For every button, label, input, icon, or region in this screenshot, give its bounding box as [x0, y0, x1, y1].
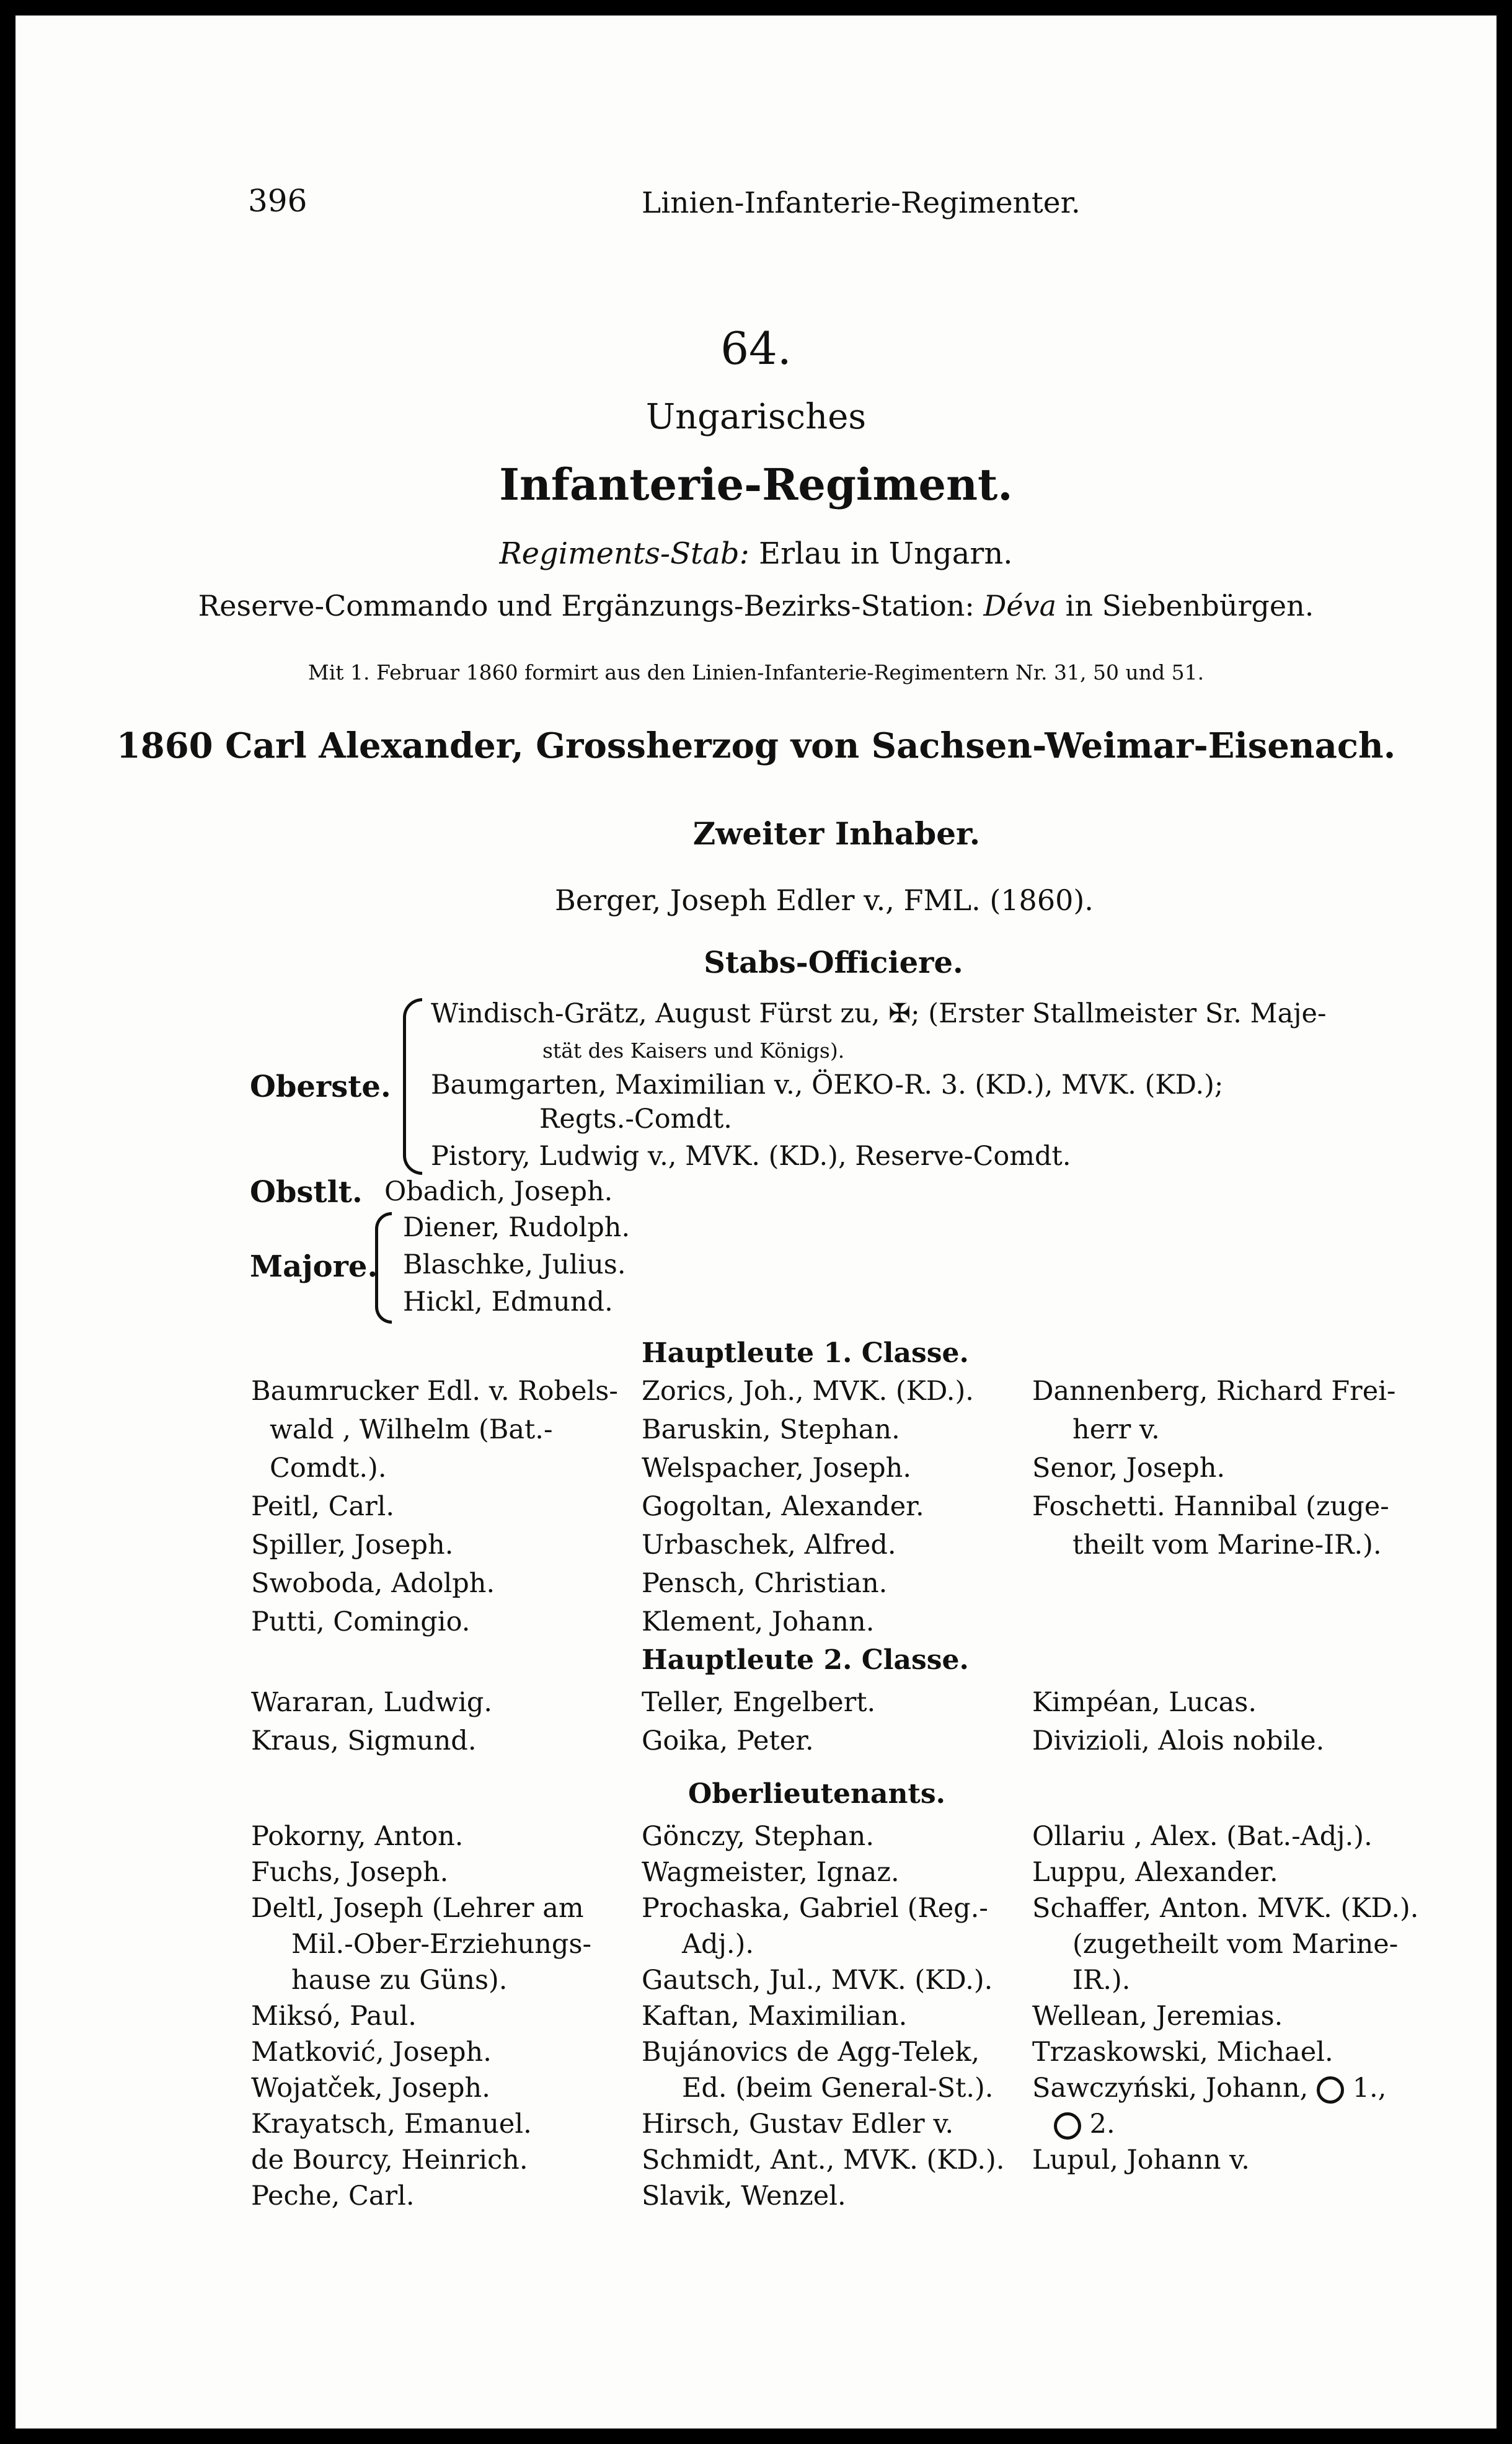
list-item: de Bourcy, Heinrich.	[251, 2145, 528, 2176]
list-item: Ollariu , Alex. (Bat.-Adj.).	[1032, 1821, 1373, 1852]
list-item: Miksó, Paul.	[251, 2001, 417, 2032]
obstlt-label: Obstlt.	[250, 1175, 363, 1210]
list-item: Kimpéan, Lucas.	[1032, 1687, 1257, 1718]
list-item: (zugetheilt vom Marine-	[1072, 1929, 1399, 1960]
majore-label: Majore.	[250, 1249, 378, 1284]
list-item-text: Sawczyński, Johann,	[1032, 2073, 1309, 2104]
oberste-label: Oberste.	[250, 1069, 391, 1104]
list-item: Deltl, Joseph (Lehrer am	[251, 1893, 584, 1924]
list-item: Goika, Peter.	[642, 1725, 814, 1756]
hauptleute-2-col-1	[251, 1683, 492, 1760]
hauptleute-1-col-3	[1032, 1372, 1395, 1564]
list-item	[1032, 2070, 1418, 2106]
list-item: Klement, Johann.	[642, 1606, 875, 1637]
reserve-suffix: in Siebenbürgen.	[1065, 589, 1314, 622]
oberste-line-4: Regts.-Comdt.	[539, 1104, 732, 1135]
list-item: Spiller, Joseph.	[251, 1530, 454, 1561]
list-item: Teller, Engelbert.	[642, 1687, 876, 1718]
hauptleute-2-col-3	[1032, 1683, 1324, 1760]
list-item: Peche, Carl.	[251, 2181, 415, 2212]
list-item: Pensch, Christian.	[642, 1568, 888, 1599]
list-item: Gautsch, Jul., MVK. (KD.).	[642, 1965, 993, 1996]
reserve-place: Déva	[983, 589, 1057, 622]
list-item: Urbaschek, Alfred.	[642, 1530, 896, 1561]
regiments-stab-line	[15, 536, 1497, 571]
zweiter-inhaber-heading: Zweiter Inhaber.	[692, 815, 981, 852]
list-item: Wojatček, Joseph.	[251, 2073, 490, 2104]
list-item: Baumrucker Edl. v. Robels-	[251, 1376, 618, 1407]
list-item: Peitl, Carl.	[251, 1491, 395, 1522]
oberste-brace	[403, 998, 422, 1175]
list-item: Swoboda, Adolph.	[251, 1568, 495, 1599]
list-item: theilt vom Marine-IR.).	[1072, 1530, 1382, 1561]
list-item: Trzaskowski, Michael.	[1032, 2037, 1333, 2068]
oberste-line-1: Windisch-Grätz, August Fürst zu, ✠; (Erster Stallmeister Sr. Maje-	[431, 998, 1327, 1029]
reserve-line	[15, 589, 1497, 622]
list-item-text: 2.	[1089, 2109, 1115, 2140]
list-item: Fuchs, Joseph.	[251, 1857, 449, 1888]
list-item: Foschetti. Hannibal (zuge-	[1032, 1491, 1389, 1522]
majore-brace	[375, 1212, 392, 1324]
list-item: Krayatsch, Emanuel.	[251, 2109, 532, 2140]
list-item: herr v.	[1072, 1414, 1160, 1445]
list-item: Kraus, Sigmund.	[251, 1725, 477, 1756]
list-item: Hirsch, Gustav Edler v.	[642, 2109, 954, 2140]
list-item: Mil.-Ober-Erziehungs-	[291, 1929, 592, 1960]
list-item-text: 1.,	[1352, 2073, 1387, 2104]
circle-icon	[1317, 2076, 1344, 2104]
reserve-prefix: Reserve-Commando und Ergänzungs-Bezirks-Station:	[198, 589, 975, 622]
inhaber-line: 1860 Carl Alexander, Grossherzog von Sachsen-Weimar-Eisenach.	[116, 725, 1396, 766]
majore-name: Diener, Rudolph.	[403, 1212, 630, 1243]
list-item: Zorics, Joh., MVK. (KD.).	[642, 1376, 974, 1407]
oberste-line-2: stät des Kaisers und Königs).	[542, 1038, 845, 1063]
list-item: Putti, Comingio.	[251, 1606, 471, 1637]
list-item: Wellean, Jeremias.	[1032, 2001, 1283, 2032]
hauptleute-2-col-2	[642, 1683, 875, 1760]
oberlieutenants-col-2	[642, 1818, 1004, 2214]
list-item: Schmidt, Ant., MVK. (KD.).	[642, 2145, 1005, 2176]
oberlieutenants-col-1	[251, 1818, 591, 2214]
list-item: Pokorny, Anton.	[251, 1821, 464, 1852]
list-item: Prochaska, Gabriel (Reg.-	[642, 1893, 988, 1924]
regiment-nationality: Ungarisches	[645, 397, 867, 437]
list-item: Bujánovics de Agg-Telek,	[642, 2037, 980, 2068]
list-item: wald , Wilhelm (Bat.-	[270, 1414, 553, 1445]
list-item: Senor, Joseph.	[1032, 1453, 1226, 1484]
list-item: Lupul, Johann v.	[1032, 2145, 1250, 2176]
running-title: Linien-Infanterie-Regimenter.	[642, 186, 1081, 220]
list-item: Baruskin, Stephan.	[642, 1414, 900, 1445]
oberste-line-3: Baumgarten, Maximilian v., ÖEKO-R. 3. (KD.), MVK. (KD.);	[431, 1069, 1224, 1100]
list-item: Adj.).	[682, 1929, 754, 1960]
majore-name: Blaschke, Julius.	[403, 1249, 626, 1280]
list-item: IR.).	[1072, 1965, 1131, 1996]
list-item: Ed. (beim General-St.).	[682, 2073, 994, 2104]
list-item: hause zu Güns).	[291, 1965, 508, 1996]
list-item: Schaffer, Anton. MVK. (KD.).	[1032, 1893, 1419, 1924]
list-item: Gönczy, Stephan.	[642, 1821, 874, 1852]
list-item: Welspacher, Joseph.	[642, 1453, 912, 1484]
stabs-officiere-heading: Stabs-Officiere.	[704, 945, 963, 980]
majore-name: Hickl, Edmund.	[403, 1286, 613, 1317]
regiment-title: Infanterie-Regiment.	[499, 459, 1013, 510]
list-item: Wararan, Ludwig.	[251, 1687, 493, 1718]
book-page	[15, 15, 1497, 2429]
list-item: Luppu, Alexander.	[1032, 1857, 1278, 1888]
oberlieutenants-heading: Oberlieutenants.	[688, 1778, 945, 1810]
list-item: Dannenberg, Richard Frei-	[1032, 1376, 1396, 1407]
oberste-line-5: Pistory, Ludwig v., MVK. (KD.), Reserve-Comdt.	[431, 1141, 1071, 1172]
regiment-number: 64.	[720, 322, 792, 374]
stab-label: Regiments-Stab:	[499, 536, 749, 571]
page-number: 396	[248, 183, 307, 219]
list-item: Comdt.).	[270, 1453, 387, 1484]
list-item: Divizioli, Alois nobile.	[1032, 1725, 1325, 1756]
formation-note: Mit 1. Februar 1860 formirt aus den Linien-Infanterie-Regimentern Nr. 31, 50 und 51.	[307, 660, 1205, 684]
list-item: Matković, Joseph.	[251, 2037, 492, 2068]
list-item: Slavik, Wenzel.	[642, 2181, 846, 2212]
circle-icon	[1054, 2112, 1081, 2140]
hauptleute-2-heading: Hauptleute 2. Classe.	[642, 1644, 969, 1676]
stab-location: Erlau in Ungarn.	[759, 536, 1013, 571]
list-item: Wagmeister, Ignaz.	[642, 1857, 900, 1888]
hauptleute-1-col-2	[642, 1372, 974, 1641]
zweiter-inhaber-name: Berger, Joseph Edler v., FML. (1860).	[555, 883, 1094, 917]
list-item: Gogoltan, Alexander.	[642, 1491, 924, 1522]
list-item	[1032, 2106, 1418, 2142]
oberlieutenants-col-3	[1032, 1818, 1418, 2178]
list-item: Kaftan, Maximilian.	[642, 2001, 908, 2032]
obstlt-name: Obadich, Joseph.	[384, 1176, 613, 1207]
hauptleute-1-heading: Hauptleute 1. Classe.	[642, 1337, 969, 1369]
hauptleute-1-col-1	[251, 1372, 618, 1641]
